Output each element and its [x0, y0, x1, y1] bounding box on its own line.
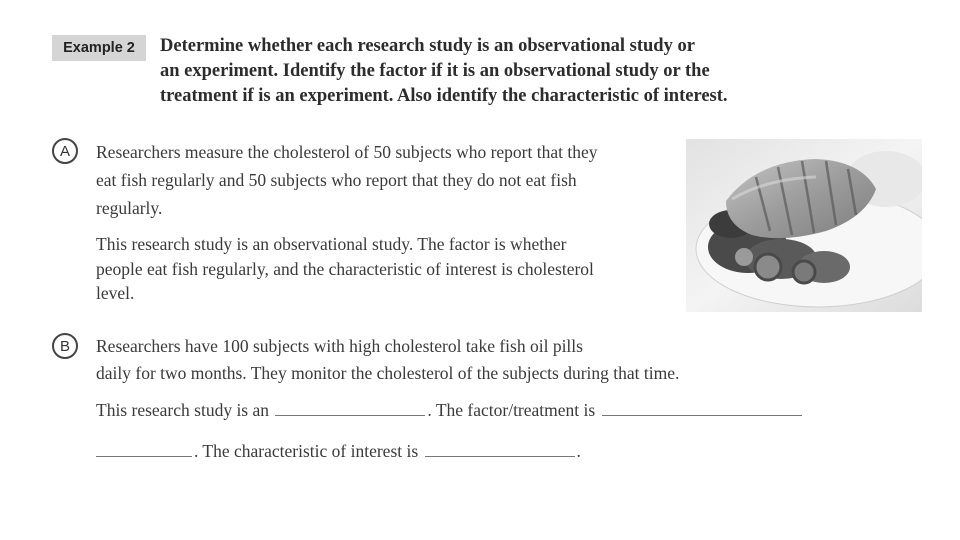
- answer-line: This research study is an observational study. The factor is whether: [96, 234, 567, 254]
- instruction-line: an experiment. Identify the factor if it is an observational study or the: [160, 61, 710, 81]
- treatment-continued-blank[interactable]: [96, 455, 192, 457]
- characteristic-blank[interactable]: [425, 455, 575, 457]
- part-b-question: [96, 333, 679, 387]
- question-line: Researchers have 100 subjects with high cholesterol take fish oil pills: [96, 336, 583, 356]
- study-type-blank[interactable]: [275, 414, 425, 416]
- question-line: eat fish regularly and 50 subjects who report that they do not eat fish: [96, 170, 577, 190]
- part-b-marker: B: [52, 333, 78, 359]
- part-a-marker: A: [52, 138, 78, 164]
- instruction-line: Determine whether each research study is an observational study or: [160, 36, 695, 56]
- fill-in-text: . The characteristic of interest is: [194, 441, 419, 461]
- instructions: [160, 34, 800, 109]
- example-badge: Example 2: [52, 35, 146, 61]
- question-line: daily for two months. They monitor the cholesterol of the subjects during that time.: [96, 363, 680, 383]
- fill-in-text: This research study is an: [96, 400, 270, 420]
- fill-in-text: . The factor/treatment is: [427, 400, 596, 420]
- answer-line: people eat fish regularly, and the characteristic of interest is cholesterol: [96, 258, 594, 279]
- treatment-blank[interactable]: [602, 414, 802, 416]
- instruction-line: treatment if is an experiment. Also identify the characteristic of interest.: [160, 86, 728, 106]
- part-a-question: [96, 138, 598, 222]
- fill-in-line-1: [96, 400, 804, 421]
- fill-in-text: .: [576, 441, 581, 461]
- question-line: Researchers measure the cholesterol of 50 subjects who report that they: [96, 142, 598, 162]
- fish-dish-photo: [686, 139, 922, 312]
- fill-in-line-2: [96, 441, 581, 462]
- answer-line: level.: [96, 283, 135, 303]
- part-a-answer: [96, 232, 594, 306]
- question-line: regularly.: [96, 198, 163, 218]
